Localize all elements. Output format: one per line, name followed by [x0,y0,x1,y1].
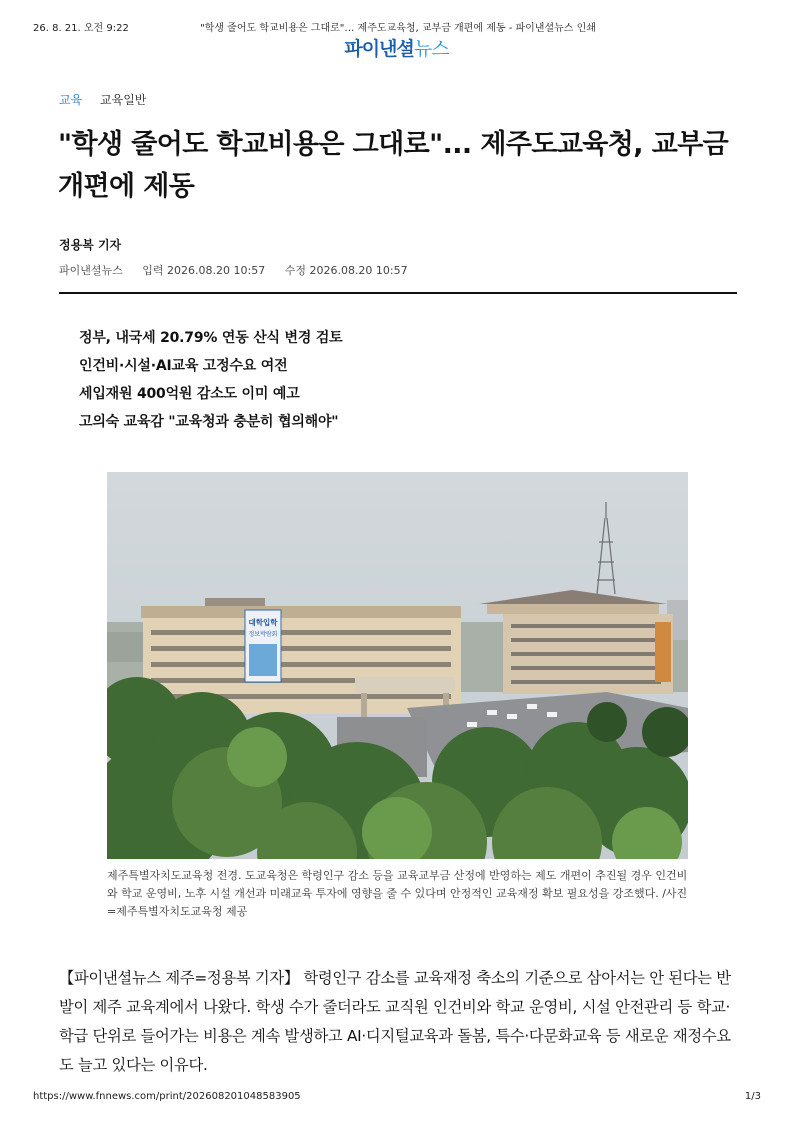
published-time: 입력 2026.08.20 10:57 [142,264,266,277]
breadcrumb-category[interactable]: 교육 [59,93,83,107]
summary-item: 인건비·시설·AI교육 고정수요 여전 [79,358,288,374]
article-summary [79,324,342,436]
site-logo[interactable] [0,34,793,61]
banner-line-1: 대학입학 [248,618,278,627]
summary-item: 정부, 내국세 20.79% 연동 산식 변경 검토 [79,330,343,346]
print-date: 26. 8. 21. 오전 9:22 [33,23,129,34]
article-body: 【파이낸셜뉴스 제주=정용복 기자】 학령인구 감소를 교육재정 축소의 기준으로 삼아서는 안 된다는 반발이 제주 교육계에서 나왔다. 학생 수가 줄더라도 교직원 인건비와 학교 운영비, 시설 안전관리 등 학교·학급 단위로 들어가는 비용은 계속 발생하고 AI·디지털교육과 돌봄, 특수·다문화교육 등 새로운 재정수요도 늘고 있다는 이유다. [59,969,731,1074]
breadcrumb-subcategory[interactable]: 교육일반 [100,93,147,107]
summary-item: 고의숙 교육감 "교육청과 충분히 협의해야" [79,414,339,430]
article-photo [107,472,688,859]
summary-item: 세입재원 400억원 감소도 이미 예고 [79,386,300,402]
article-source: 파이낸셜뉴스 [59,264,123,277]
article-meta [59,262,424,278]
photo-caption: 제주특별자치도교육청 전경. 도교육청은 학령인구 감소 등을 교육교부금 산정에 반영하는 제도 개편이 추진될 경우 인건비와 학교 운영비, 노후 시설 개선과 미래교육 투자에 영향을 줄 수 있다며 안정적인 교육재정 확보 필요성을 강조했다. /사진=제주특별자치도교육청 제공 [107,869,688,918]
print-header [33,19,763,35]
breadcrumb [59,91,146,108]
banner-line-2: 정보박람회 [248,631,278,638]
print-page-title: "학생 줄어도 학교비용은 그대로"… 제주도교육청, 교부금 개편에 제동 - 파이낸셜뉴스 인쇄 [200,23,596,34]
updated-time: 수정 2026.08.20 10:57 [284,264,408,277]
header-divider [59,292,737,294]
logo-light-text: 뉴스 [413,38,449,60]
footer-page-number: 1/3 [744,1091,761,1102]
article-headline: "학생 줄어도 학교비용은 그대로"... 제주도교육청, 교부금 개편에 제동 [58,129,729,202]
logo-bold-text: 파이낸셜 [344,38,414,60]
reporter-name: 정용복 기자 [59,238,122,252]
footer-url[interactable]: https://www.fnnews.com/print/202608201048583905 [33,1091,301,1102]
